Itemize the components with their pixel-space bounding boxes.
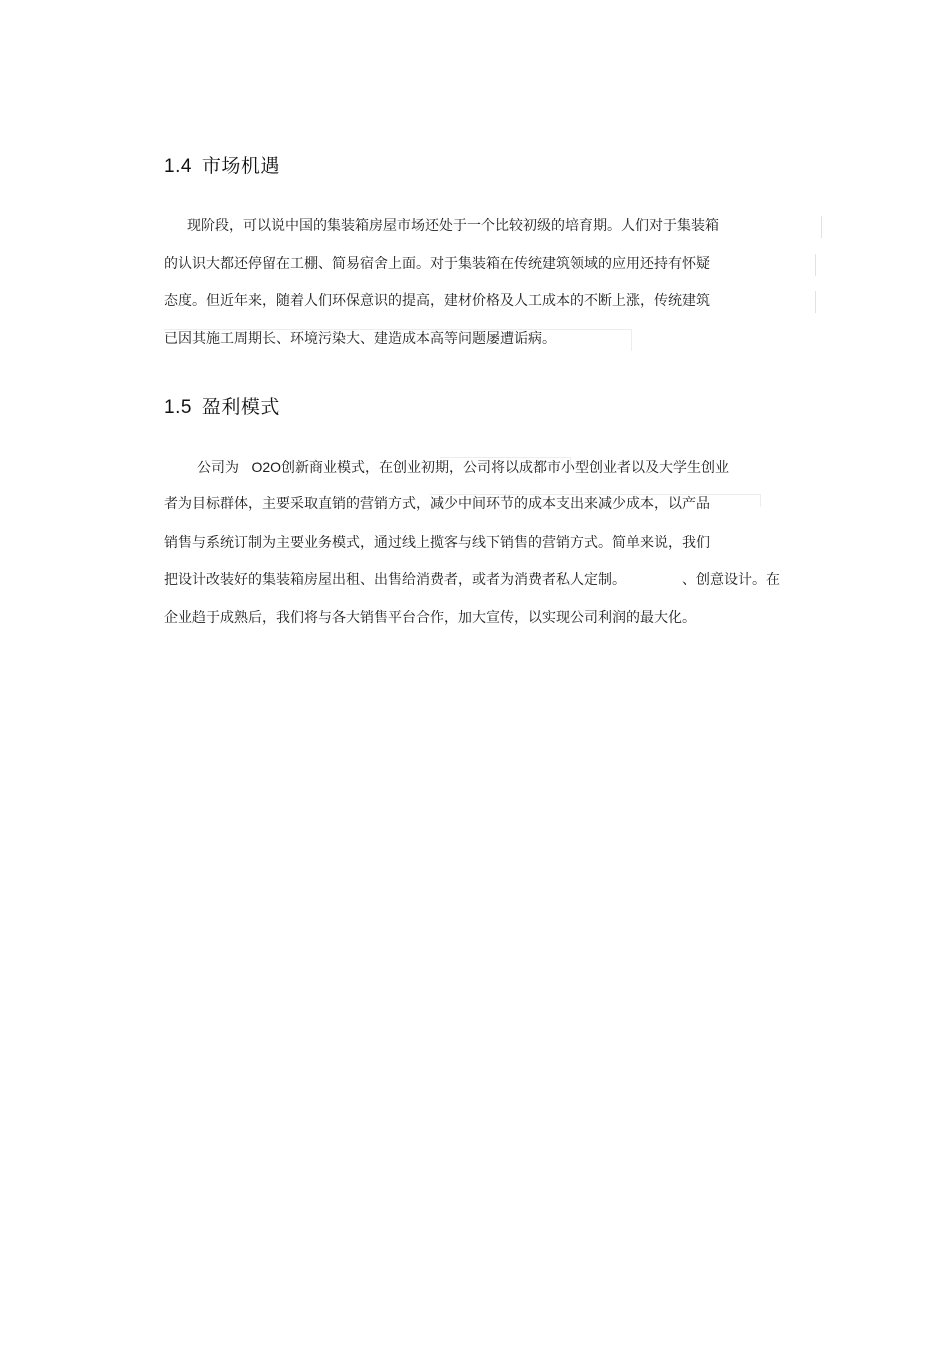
paragraph-line: 者为目标群体，主要采取直销的营销方式，减少中间环节的成本支出来减少成本，以产品: [164, 496, 710, 512]
paragraph-line: 态度。但近年来，随着人们环保意识的提高，建材价格及人工成本的不断上涨，传统建筑: [164, 293, 710, 309]
paragraph-text: 、创意设计。在: [682, 572, 780, 588]
section-number: 1.4: [164, 156, 192, 177]
section-number: 1.5: [164, 397, 192, 418]
paragraph-line: 销售与系统订制为主要业务模式，通过线上揽客与线下销售的营销方式。简单来说，我们: [164, 535, 710, 551]
section-heading-market-opportunity: [164, 151, 280, 178]
scan-edge-mark: [821, 216, 822, 238]
paragraph-text: 把设计改装好的集装箱房屋出租、出售给消费者，或者为消费者私人定制。: [164, 572, 626, 588]
paragraph-text: 公司为: [197, 460, 239, 476]
section-title: 盈利模式: [201, 396, 280, 418]
paragraph-line: 已因其施工周期长、环境污染大、建造成本高等问题屡遭诟病。: [164, 331, 556, 347]
scan-edge-mark: [440, 457, 571, 470]
paragraph-line: [164, 570, 780, 590]
scan-edge-mark: [815, 254, 816, 276]
section-heading-profit-model: [164, 392, 280, 419]
business-model-term: O2O: [251, 459, 282, 475]
scan-edge-mark: [164, 329, 632, 351]
scan-edge-mark: [815, 291, 816, 313]
paragraph-line: 现阶段，可以说中国的集装箱房屋市场还处于一个比较初级的培育期。人们对于集装箱: [187, 218, 719, 234]
paragraph-text: 创新商业模式，在创业初期，公司将以成都市小型创业者以及大学生创业: [281, 460, 730, 476]
paragraph-line: 企业趋于成熟后，我们将与各大销售平台合作，加大宣传，以实现公司利润的最大化。: [164, 610, 696, 626]
scan-edge-mark: [430, 494, 761, 507]
section-title: 市场机遇: [201, 155, 280, 177]
paragraph-line: 的认识大都还停留在工棚、简易宿舍上面。对于集装箱在传统建筑领域的应用还持有怀疑: [164, 256, 710, 272]
